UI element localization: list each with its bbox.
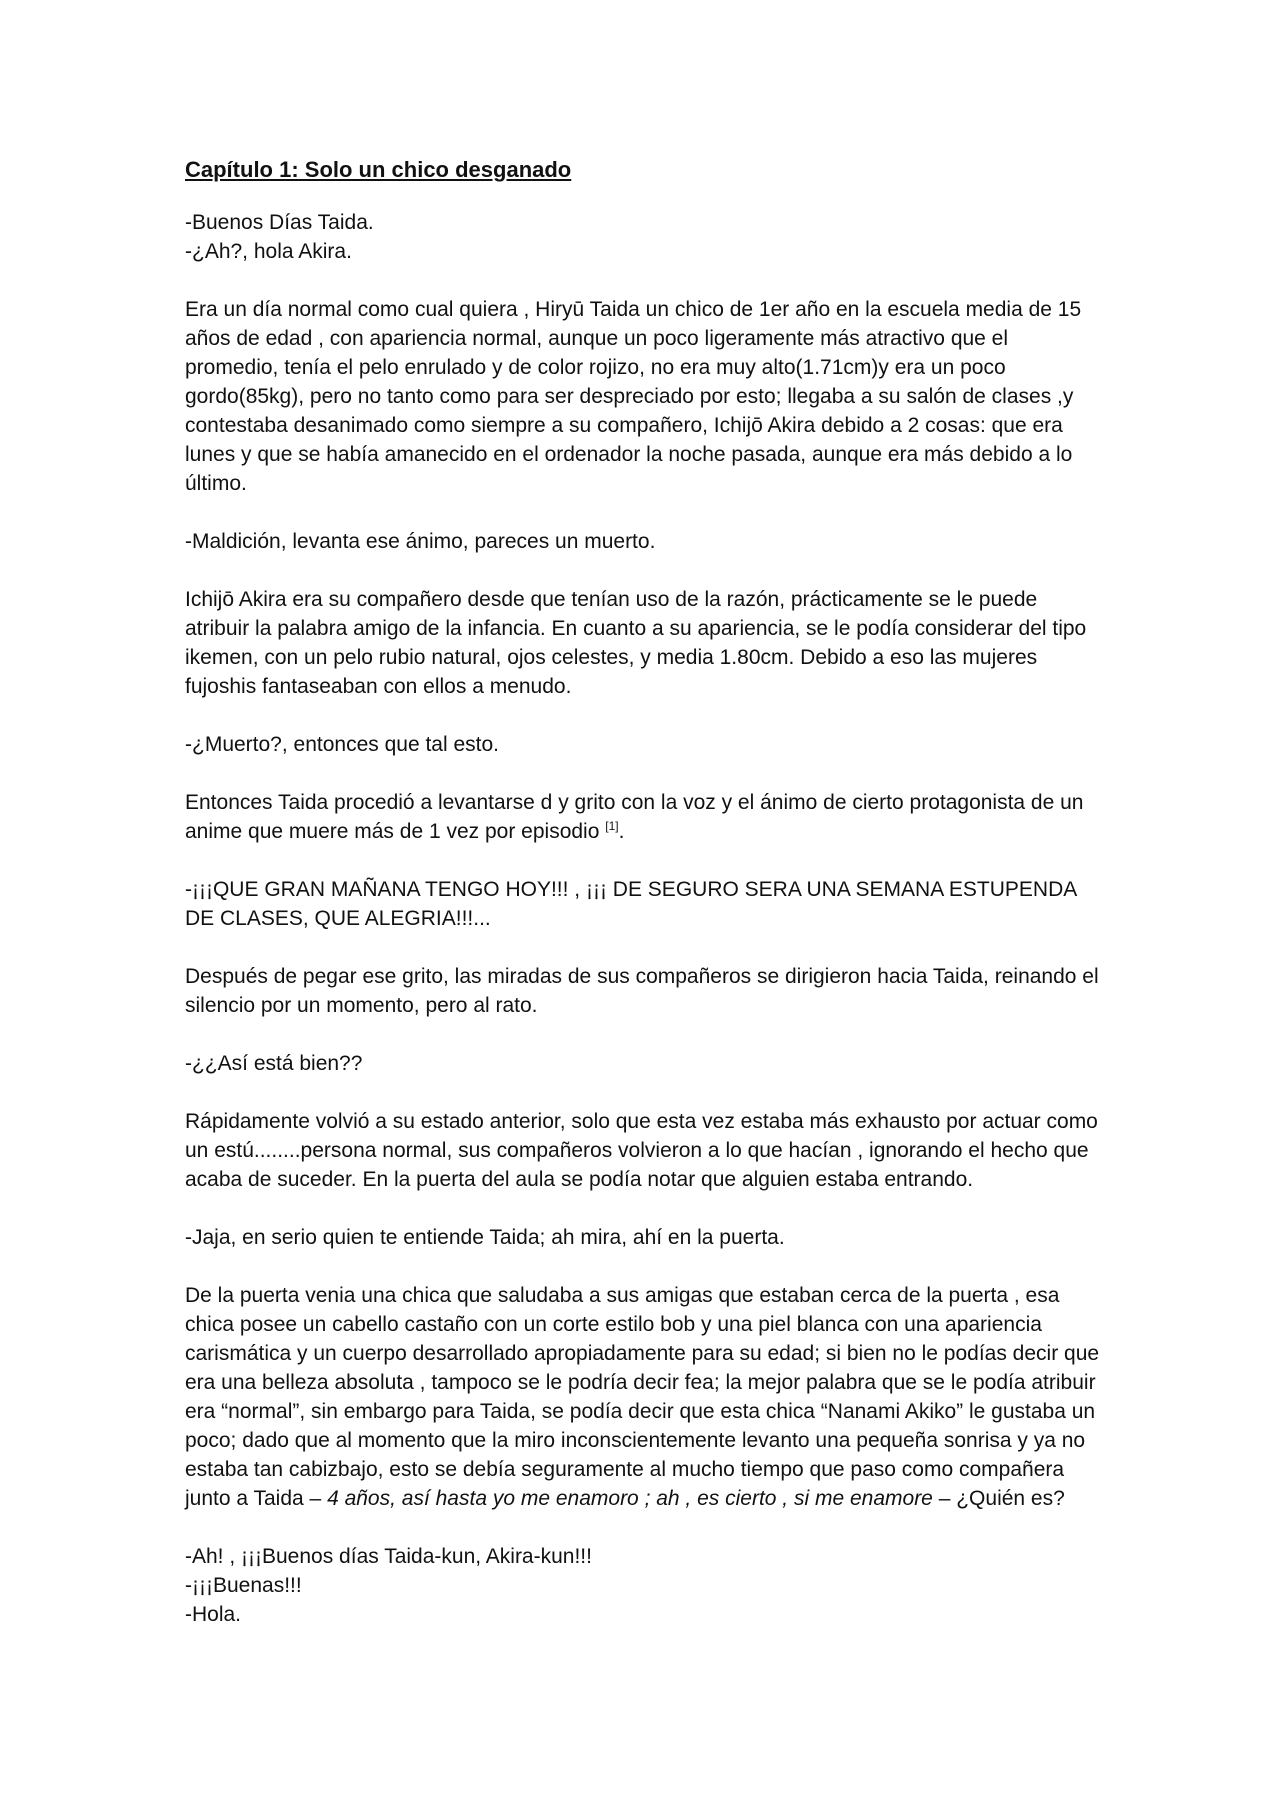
shout-dialogue: -¡¡¡QUE GRAN MAÑANA TENGO HOY!!! , ¡¡¡ DE SEGURO SERA UNA SEMANA ESTUPENDA DE CLASES, QUE ALEGRIA!!!... [185, 878, 1077, 930]
document-body [185, 155, 1105, 1658]
paragraph: Rápidamente volvió a su estado anterior, solo que esta vez estaba más exhausto por actuar como un estú........persona normal, sus compañeros volvieron a lo que hacían , ignorando el hecho que acaba de suceder. En la puerta del aula se podía notar que alguien estaba entrando. [185, 1110, 1098, 1191]
paragraph-text: Entonces Taida procedió a levantarse d y grito con la voz y el ánimo de cierto protagonista de un anime que muere más de 1 vez por episodio [185, 791, 1084, 843]
inner-thought: 4 años, así hasta yo me enamoro ; ah , es cierto , si me enamore [327, 1487, 933, 1510]
greeting-dialogue [185, 208, 1105, 266]
dialogue-line: -Buenos Días Taida. [185, 211, 374, 234]
chapter-title: Capítulo 1: Solo un chico desganado [185, 157, 572, 182]
dialogue-line: -Ah! , ¡¡¡Buenos días Taida-kun, Akira-kun!!! [185, 1545, 592, 1568]
dialogue-line: -Maldición, levanta ese ánimo, pareces un muerto. [185, 530, 656, 553]
dialogue-line: -¿Muerto?, entonces que tal esto. [185, 733, 500, 756]
paragraph-text: De la puerta venia una chica que saludaba a sus amigas que estaban cerca de la puerta , esa chica posee un cabello castaño con un corte estilo bob y una piel blanca con una apariencia carismática y un cuerpo desarrollado apropiadamente para su edad; si bien no le podías decir que era una belleza absoluta , tampoco se le podría decir fea; la mejor palabra que se le podía atribuir era “normal”, sin embargo para Taida, se podía decir que esta chica “Nanami Akiko” le gustaba un poco; dado que al momento que la miro inconscientemente levanto una pequeña sonrisa y ya no estaba tan cabizbajo, esto se debía seguramente al mucho tiempo que paso como compañera junto a Taida – [185, 1284, 1100, 1510]
footnote-reference: [1] [605, 819, 619, 833]
closing-dialogue [185, 1542, 1105, 1629]
paragraph: Después de pegar ese grito, las miradas de sus compañeros se dirigieron hacia Taida, reinando el silencio por un momento, pero al rato. [185, 965, 1099, 1017]
dialogue-line: -¿¿Así está bien?? [185, 1052, 363, 1075]
paragraph-end: – ¿Quién es? [932, 1487, 1065, 1510]
dialogue-line: -Jaja, en serio quien te entiende Taida; ah mira, ahí en la puerta. [185, 1226, 785, 1249]
paragraph-with-thought [185, 1281, 1105, 1513]
dialogue-line: -¿Ah?, hola Akira. [185, 240, 352, 263]
paragraph: Era un día normal como cual quiera , Hiryū Taida un chico de 1er año en la escuela media de 15 años de edad , con apariencia normal, aunque un poco ligeramente más atractivo que el promedio, tenía el pelo enrulado y de color rojizo, no era muy alto(1.71cm)y era un poco gordo(85kg), pero no tanto como para ser despreciado por esto; llegaba a su salón de clases ,y contestaba desanimado como siempre a su compañero, Ichijō Akira debido a 2 cosas: que era lunes y que se había amanecido en el ordenador la noche pasada, aunque era más debido a lo último. [185, 298, 1082, 495]
paragraph-with-footnote [185, 788, 1105, 846]
dialogue-line: -¡¡¡Buenas!!! [185, 1574, 302, 1597]
paragraph: Ichijō Akira era su compañero desde que tenían uso de la razón, prácticamente se le puede atribuir la palabra amigo de la infancia. En cuanto a su apariencia, se le podía considerar del tipo ikemen, con un pelo rubio natural, ojos celestes, y media 1.80cm. Debido a eso las mujeres fujoshis fantaseaban con ellos a menudo. [185, 588, 1087, 698]
paragraph-end: . [618, 820, 625, 843]
dialogue-line: -Hola. [185, 1603, 242, 1626]
